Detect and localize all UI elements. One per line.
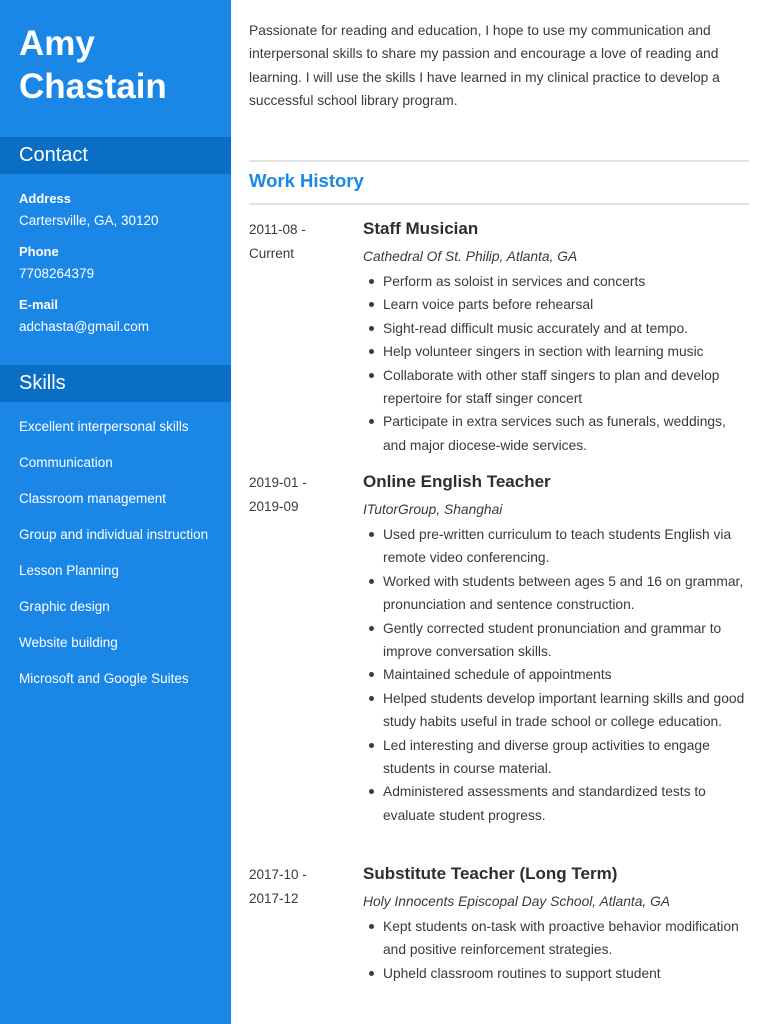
job-bullet: Learn voice parts before rehearsal [363,293,749,316]
job-bullets [363,915,749,985]
job-start-date: 2011-08 - [249,222,306,237]
job-title: Online English Teacher [363,472,551,491]
job-dates [249,471,349,518]
skill-item: Classroom management [19,491,167,506]
job-bullet: Perform as soloist in services and concerts [363,270,749,293]
job-bullet: Gently corrected student pronunciation and grammar to improve conversation skills. [363,617,749,664]
phone-label: Phone [19,244,59,259]
job-bullet: Participate in extra services such as funerals, weddings, and major diocese-wide services. [363,410,749,457]
skills-list [19,415,224,703]
phone-value: 7708264379 [19,266,95,281]
job-bullet: Administered assessments and standardized tests to evaluate student progress. [363,780,749,827]
work-history-heading: Work History [249,170,364,191]
job-end-date: Current [249,245,295,261]
job-title: Staff Musician [363,219,479,238]
last-name: Chastain [19,67,167,106]
job-bullet: Upheld classroom routines to support student [363,962,749,985]
skill-item: Communication [19,455,113,470]
job-start-date: 2017-10 - [249,867,307,882]
email-value: adchasta@gmail.com [19,319,150,334]
job-bullet: Worked with students between ages 5 and 16 on grammar, pronunciation and sentence construction. [363,570,749,617]
job-bullet: Sight-read difficult music accurately and at tempo. [363,317,749,340]
divider [249,203,749,205]
job-dates [249,218,349,265]
contact-heading: Contact [0,137,231,174]
email-label: E-mail [19,297,59,312]
skills-heading: Skills [0,365,231,402]
job-bullet: Helped students develop important learning skills and good study habits useful in trade school or college education. [363,687,749,734]
first-name: Amy [19,24,95,63]
job-bullet: Used pre-written curriculum to teach students English via remote video conferencing. [363,523,749,570]
skill-item: Microsoft and Google Suites [19,671,189,686]
professional-summary: Passionate for reading and education, I hope to use my communication and interpersonal skills to share my passion and encourage a love of reading and learning. I will use the skills I have learned in my clinical practice to develop a successful school library program. [249,23,720,109]
skill-item: Lesson Planning [19,563,119,578]
candidate-name [19,22,224,108]
job-start-date: 2019-01 - [249,475,307,490]
job-bullets [363,270,749,457]
job-details [363,863,749,985]
job-bullet: Led interesting and diverse group activities to engage students in course material. [363,734,749,781]
job-end-date: 2019-09 [249,498,299,514]
job-bullet: Collaborate with other staff singers to plan and develop repertoire for staff singer concert [363,364,749,411]
job-details [363,471,749,827]
skill-item: Excellent interpersonal skills [19,419,189,434]
job-dates [249,863,349,910]
sidebar [0,0,231,1024]
job-bullet: Help volunteer singers in section with learning music [363,340,749,363]
skill-item: Graphic design [19,599,110,614]
address-value: Cartersville, GA, 30120 [19,213,159,228]
job-company: Cathedral Of St. Philip, Atlanta, GA [363,249,578,264]
job-bullet: Maintained schedule of appointments [363,663,749,686]
job-company: ITutorGroup, Shanghai [363,502,503,517]
skill-item: Website building [19,635,118,650]
job-details [363,218,749,457]
job-end-date: 2017-12 [249,890,299,906]
job-bullets [363,523,749,827]
main-content [249,0,749,1024]
address-label: Address [19,191,72,206]
job-company: Holy Innocents Episcopal Day School, Atlanta, GA [363,894,671,909]
job-title: Substitute Teacher (Long Term) [363,864,618,883]
divider [249,160,749,162]
job-bullet: Kept students on-task with proactive behavior modification and positive reinforcement strategies. [363,915,749,962]
skill-item: Group and individual instruction [19,527,209,542]
